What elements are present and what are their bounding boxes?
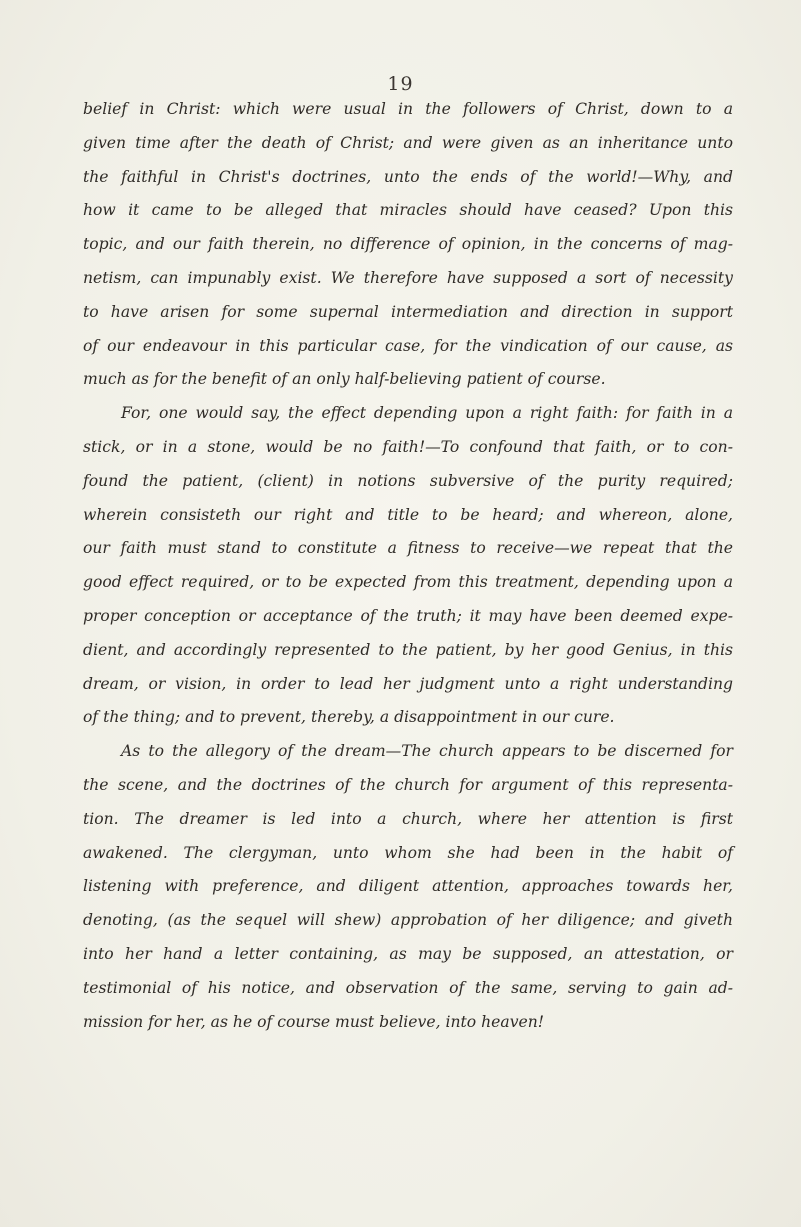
text-line: dient, and accordingly represented to the patient, by her good Genius, in this <box>83 640 733 659</box>
text-line: our faith must stand to constitute a fitness to receive—we repeat that the <box>83 539 733 558</box>
text-line: found the patient, (client) in notions subversive of the purity required; <box>83 471 733 490</box>
body-text <box>83 93 733 1039</box>
text-line: proper conception or acceptance of the truth; it may have been deemed expe- <box>83 606 733 625</box>
text-line: much as for the benefit of an only half-believing patient of course. <box>83 370 606 389</box>
text-line: awakened. The clergyman, unto whom she had been in the habit of <box>83 843 733 862</box>
text-line: to have arisen for some supernal intermediation and direction in support <box>83 302 733 321</box>
text-line: the faithful in Christ's doctrines, unto the ends of the world!—Why, and <box>83 167 733 186</box>
text-line: stick, or in a stone, would be no faith!—To confound that faith, or to con- <box>83 437 733 456</box>
text-line: topic, and our faith therein, no difference of opinion, in the concerns of mag- <box>83 235 733 254</box>
text-line: given time after the death of Christ; and were given as an inheritance unto <box>83 133 733 152</box>
text-line: wherein consisteth our right and title to be heard; and whereon, alone, <box>83 505 733 524</box>
text-line: tion. The dreamer is led into a church, where her attention is first <box>83 809 733 828</box>
text-line: As to the allegory of the dream—The church appears to be discerned for <box>121 742 733 761</box>
text-line: denoting, (as the sequel will shew) approbation of her diligence; and giveth <box>83 911 733 930</box>
text-line: listening with preference, and diligent attention, approaches towards her, <box>83 877 733 896</box>
text-line: For, one would say, the effect depending upon a right faith: for faith in a <box>121 404 733 423</box>
text-line: dream, or vision, in order to lead her judgment unto a right understanding <box>83 674 733 693</box>
text-line: testimonial of his notice, and observation of the same, serving to gain ad- <box>83 978 733 997</box>
text-line: into her hand a letter containing, as may be supposed, an attestation, or <box>83 944 733 963</box>
page-number: 19 <box>387 73 414 95</box>
text-line: belief in Christ: which were usual in the followers of Christ, down to a <box>83 100 733 118</box>
text-line: good effect required, or to be expected from this treatment, depending upon a <box>83 573 733 592</box>
text-line: of the thing; and to prevent, thereby, a disappointment in our cure. <box>83 708 615 727</box>
text-line: the scene, and the doctrines of the church for argument of this representa- <box>83 775 733 794</box>
text-line: netism, can impunably exist. We therefore have supposed a sort of necessity <box>83 268 733 287</box>
text-line: of our endeavour in this particular case, for the vindication of our cause, as <box>83 336 733 355</box>
text-line: mission for her, as he of course must believe, into heaven! <box>83 1012 545 1031</box>
text-line: how it came to be alleged that miracles should have ceased? Upon this <box>83 201 733 220</box>
